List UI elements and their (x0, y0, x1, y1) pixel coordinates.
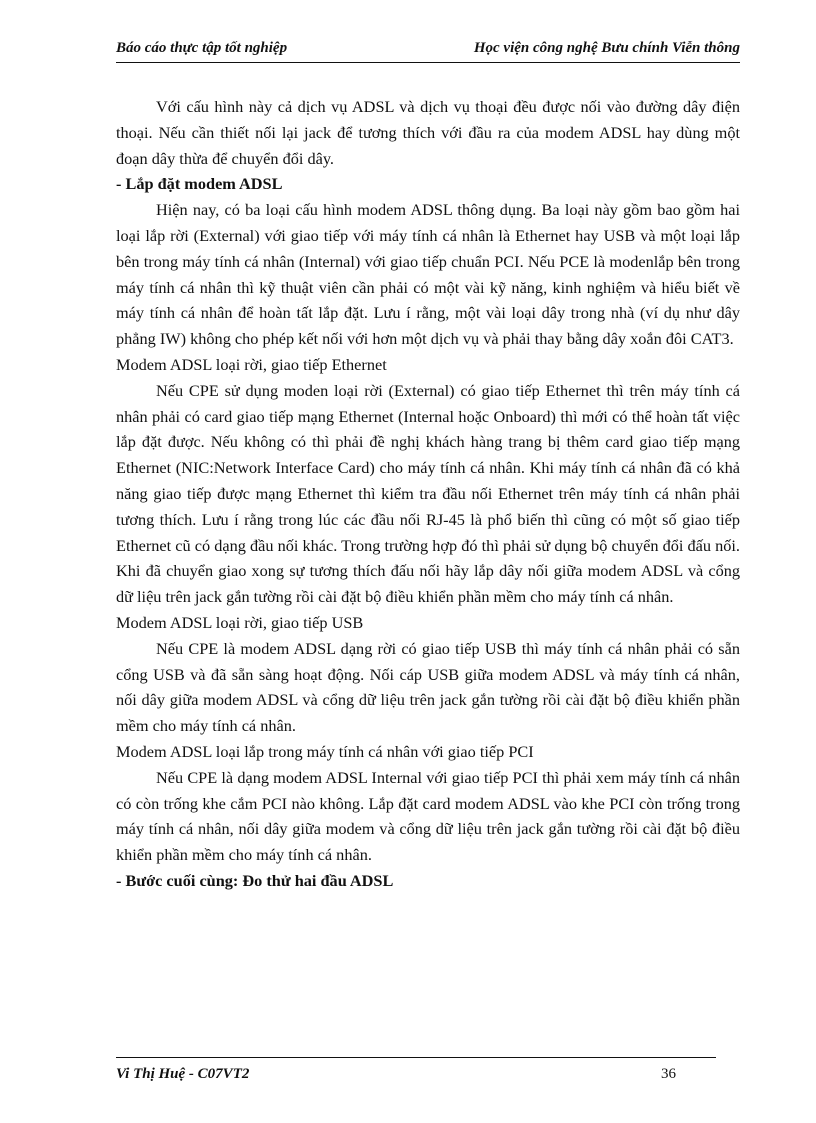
paragraph-modem-types: Hiện nay, có ba loại cấu hình modem ADSL thông dụng. Ba loại này gồm bao gồm hai loại lắp rời (External) với giao tiếp với máy tính cá nhân là Ethernet hay USB và một loại lắp bên trong máy tính cá nhân (Internal) với giao tiếp chuẩn PCI. Nếu PCE là modenlắp bên trong máy tính cá nhân thì kỹ thuật viên cần phải có một vài kỹ năng, kinh nghiệm và hiểu biết về máy tính cá nhân để hoàn tất lắp đặt. Lưu í rằng, một vài loại dây trong nhà (ví dụ như dây phẳng IW) không cho phép kết nối với hơn một dịch vụ và phải thay bằng dây xoắn đôi CAT3. (116, 200, 740, 349)
page-number: 36 (661, 1066, 676, 1082)
footer-author: Vi Thị Huệ - C07VT2 (116, 1066, 250, 1082)
paragraph-pci: Nếu CPE là dạng modem ADSL Internal với giao tiếp PCI thì phải xem máy tính cá nhân có còn trống khe cắm PCI nào không. Lắp đặt card modem ADSL vào khe PCI còn trống trong máy tính cá nhân, nối dây giữa modem và cổng dữ liệu trên jack gắn tường rồi cài đặt bộ điều khiển phần mềm cho máy tính cá nhân. (116, 767, 740, 865)
heading-final-step: - Bước cuối cùng: Đo thử hai đầu ADSL (116, 870, 394, 890)
subheading-usb: Modem ADSL loại rời, giao tiếp USB (116, 612, 364, 632)
paragraph-usb: Nếu CPE là modem ADSL dạng rời có giao tiếp USB thì máy tính cá nhân phải có sẵn cổng USB và đã sẵn sàng hoạt động. Nối cáp USB giữa modem ADSL và máy tính cá nhân, nối dây giữa modem ADSL và cổng dữ liệu trên jack gắn tường rồi cài đặt bộ điều khiển phần mềm cho máy tính cá nhân. (116, 638, 740, 736)
header-report-title: Báo cáo thực tập tốt nghiệp (116, 40, 288, 56)
document-body (116, 94, 740, 894)
paragraph-ethernet: Nếu CPE sử dụng moden loại rời (External) có giao tiếp Ethernet thì trên máy tính cá nhân phải có card giao tiếp mạng Ethernet (Internal hoặc Onboard) thì mới có thể hoàn tất việc lắp đặt được. Nếu không có thì phải đề nghị khách hàng trang bị thêm card giao tiếp mạng Ethernet (NIC:Network Interface Card) cho máy tính cá nhân. Khi máy tính cá nhân đã có khả năng giao tiếp được mạng Ethernet thì kiểm tra đầu nối Ethernet trên máy tính cá nhân phải tương thích. Lưu í rằng trong lúc các đầu nối RJ-45 là phổ biến thì cũng có một số giao tiếp Ethernet cũ có dạng đầu nối khác. Trong trường hợp đó thì phải sử dụng bộ chuyển đổi đấu nối. Khi đã chuyển giao xong sự tương thích đấu nối hãy lắp dây nối giữa modem ADSL và cổng dữ liệu trên jack gắn tường rồi cài đặt bộ điều khiển phần mềm cho máy tính cá nhân. (116, 380, 740, 607)
paragraph-config-intro: Với cấu hình này cả dịch vụ ADSL và dịch vụ thoại đều được nối vào đường dây điện thoại. Nếu cần thiết nối lại jack để tương thích với đầu ra của modem ADSL hay dùng một đoạn dây thừa để chuyển đổi dây. (116, 97, 740, 168)
subheading-pci: Modem ADSL loại lắp trong máy tính cá nhân với giao tiếp PCI (116, 741, 534, 761)
subheading-ethernet: Modem ADSL loại rời, giao tiếp Ethernet (116, 354, 387, 374)
footer-divider (116, 1057, 716, 1058)
heading-install-modem: - Lắp đặt modem ADSL (116, 174, 283, 194)
header-institution: Học viện công nghệ Bưu chính Viễn thông (473, 40, 740, 56)
page-header (116, 40, 740, 63)
